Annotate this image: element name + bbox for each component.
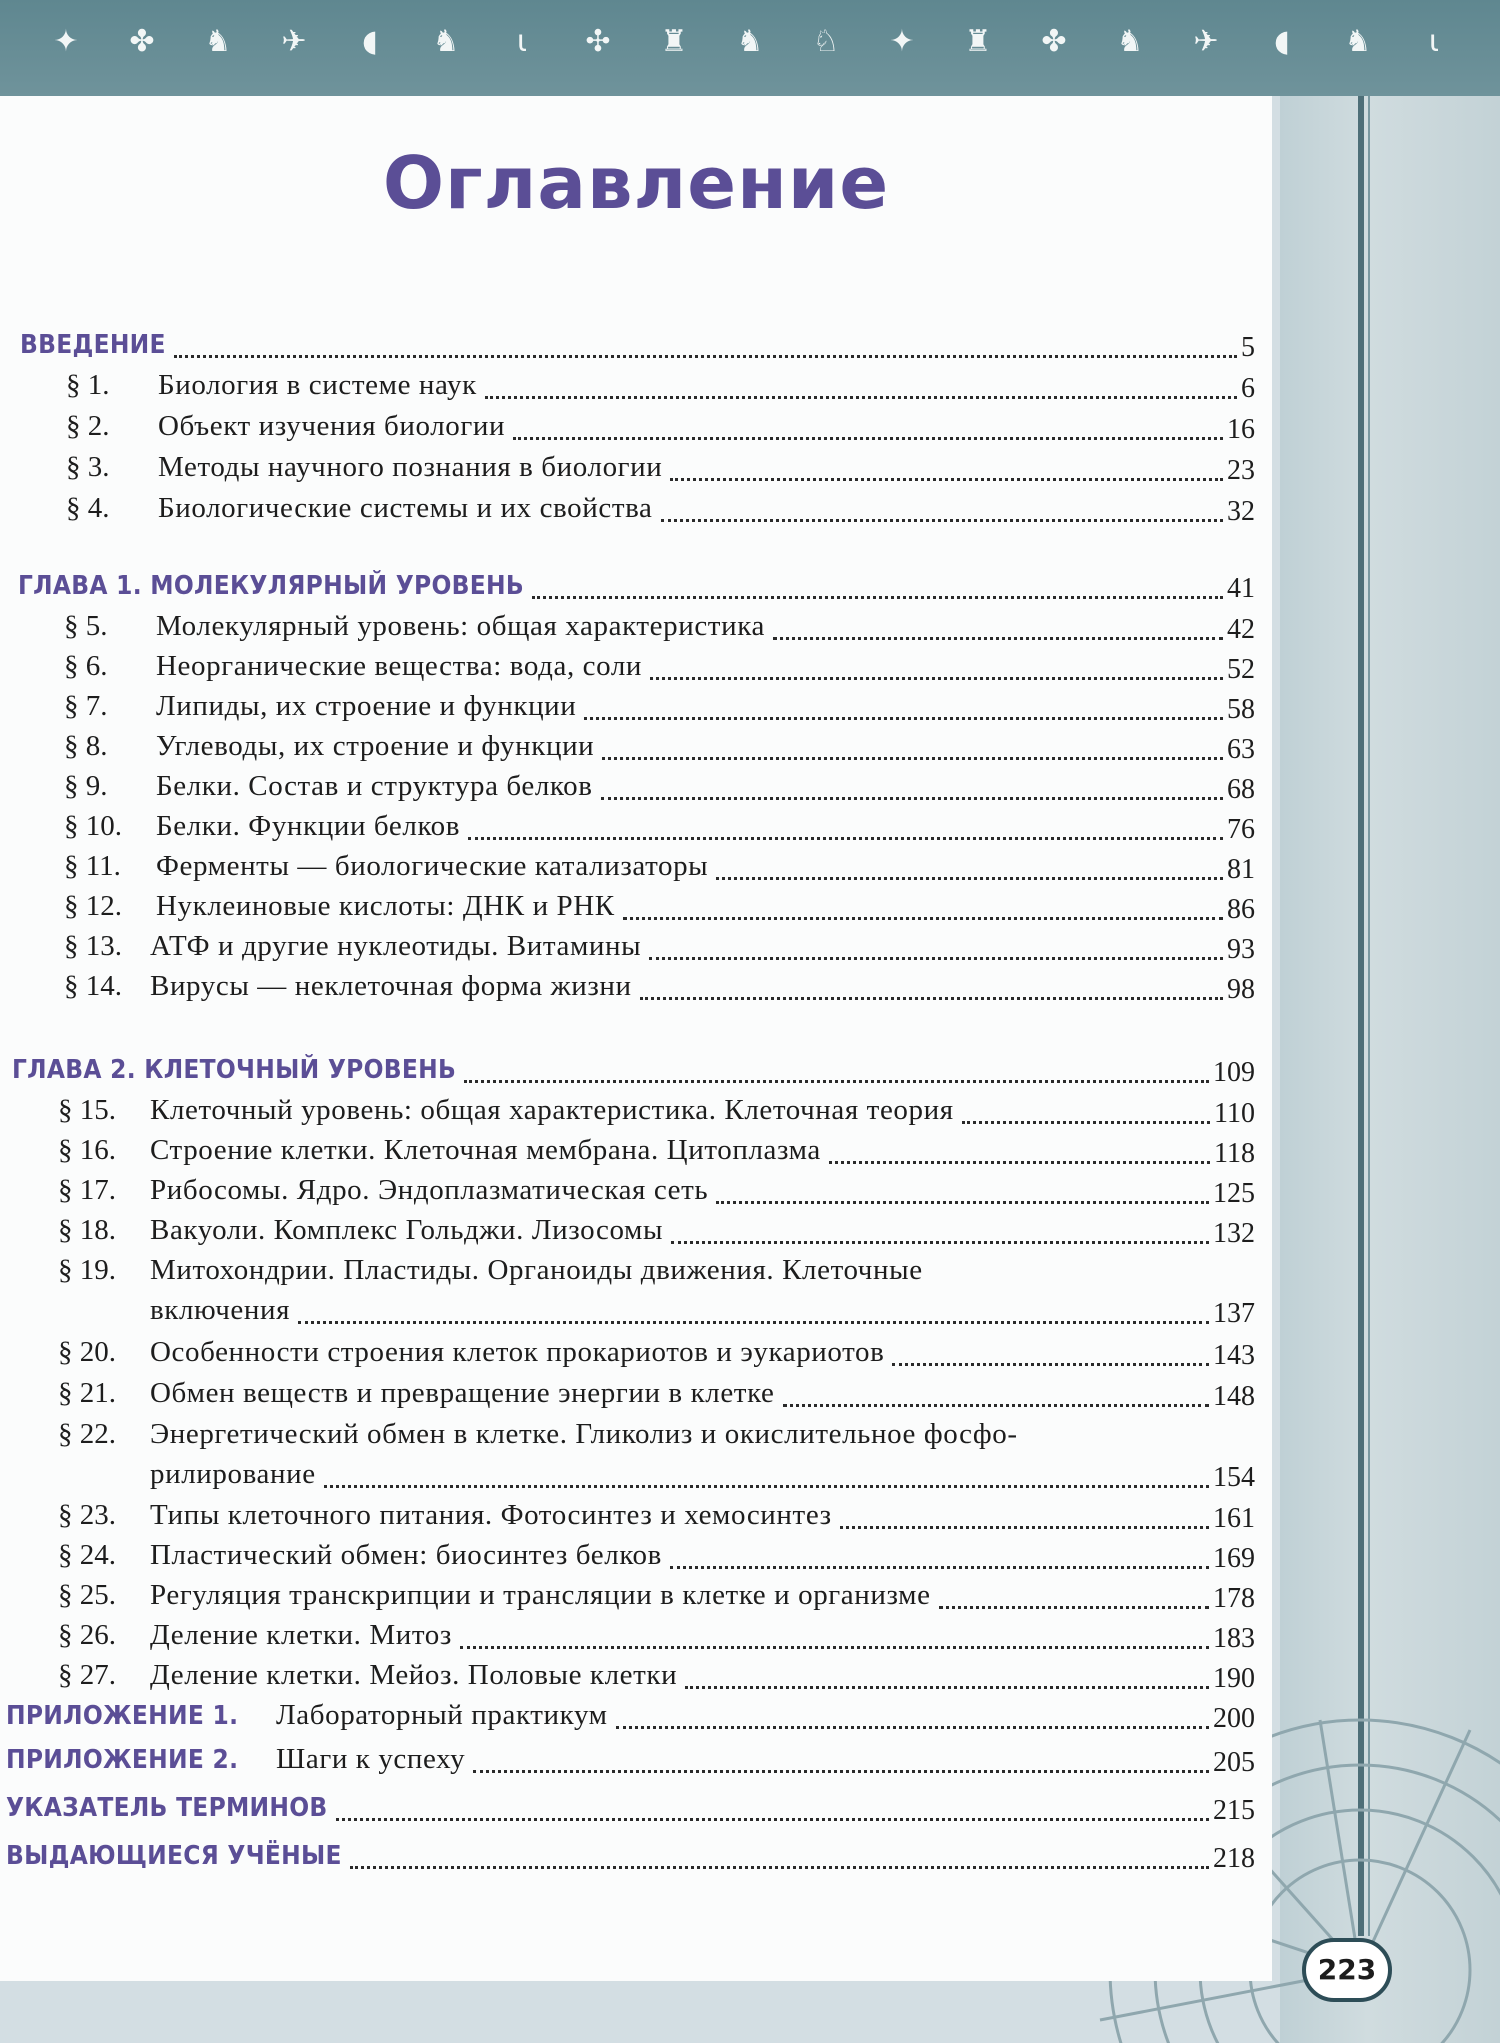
dot-leader (649, 957, 1223, 960)
page-number: 215 (1213, 1795, 1255, 1826)
page-number: 148 (1213, 1381, 1255, 1412)
dot-leader (464, 1080, 1209, 1083)
appendix-title: Шаги к успеху (276, 1743, 466, 1775)
section-number: § 6. (64, 650, 108, 682)
section-title: Строение клетки. Клеточная мембрана. Цитоплазма (150, 1134, 821, 1166)
section-number: § 2. (66, 410, 110, 442)
dot-leader (584, 717, 1223, 720)
page-number: 218 (1213, 1843, 1255, 1874)
dot-leader (532, 596, 1223, 599)
dot-leader (485, 396, 1237, 399)
section-number: § 25. (58, 1579, 116, 1611)
toc-entry[interactable] (0, 410, 1272, 444)
dot-leader (892, 1363, 1209, 1366)
section-number: § 12. (64, 890, 122, 922)
section-title: Липиды, их строение и функции (156, 690, 577, 722)
page-number: 86 (1227, 894, 1255, 925)
page-number: 58 (1227, 694, 1255, 725)
toc-entry[interactable] (0, 1791, 1272, 1825)
top-banner (0, 0, 1500, 96)
page-number: 137 (1213, 1298, 1255, 1329)
section-number: § 10. (64, 810, 122, 842)
bird-icon: ✈ (281, 24, 307, 59)
page-number: 81 (1227, 854, 1255, 885)
toc-entry[interactable] (0, 970, 1272, 1004)
section-number: § 4. (66, 492, 110, 524)
section-title: Методы научного познания в биологии (158, 451, 663, 483)
section-number: § 7. (64, 690, 108, 722)
section-title: Белки. Состав и структура белков (156, 770, 593, 802)
appendix-label: ПРИЛОЖЕНИЕ 1. (6, 1701, 239, 1731)
page-number: 161 (1213, 1503, 1255, 1534)
page-number: 63 (1227, 734, 1255, 765)
page-number: 23 (1227, 455, 1255, 486)
toc-entry[interactable] (0, 610, 1272, 644)
dot-leader (460, 1646, 1209, 1649)
boar-icon: ♜ (660, 24, 688, 59)
section-number: § 5. (64, 610, 108, 642)
toc-entry[interactable] (0, 1619, 1272, 1653)
section-title: Ферменты — биологические катализаторы (156, 850, 709, 882)
dot-leader (661, 519, 1223, 522)
section-number: § 27. (58, 1659, 116, 1691)
toc-entry[interactable] (0, 1214, 1272, 1248)
dot-leader (670, 478, 1223, 481)
toc-entry[interactable] (0, 1053, 1272, 1087)
toc-entry[interactable] (0, 1377, 1272, 1411)
page-number: 52 (1227, 654, 1255, 685)
section-title-continued: включения (150, 1294, 291, 1326)
page-number: 41 (1227, 573, 1255, 604)
insect-icon: ✣ (585, 24, 611, 59)
heron-icon: ɩ (1428, 24, 1440, 59)
toc-entry[interactable] (0, 770, 1272, 804)
section-title: Деление клетки. Мейоз. Половые клетки (150, 1659, 678, 1691)
section-title: Белки. Функции белков (156, 810, 461, 842)
dot-leader (350, 1866, 1209, 1869)
dot-leader (829, 1161, 1210, 1164)
page-number: 169 (1213, 1543, 1255, 1574)
section-title: Биология в системе наук (158, 369, 477, 401)
section-title-continued: рилирование (150, 1458, 316, 1490)
dot-leader (601, 797, 1223, 800)
page-number: 5 (1241, 332, 1255, 363)
toc-entry[interactable] (0, 1254, 1272, 1288)
section-number: § 13. (64, 930, 122, 962)
page-number: 32 (1227, 496, 1255, 527)
section-title: Типы клеточного питания. Фотосинтез и хемосинтез (150, 1499, 832, 1531)
toc-entry[interactable] (0, 328, 1272, 362)
page-number: 190 (1213, 1663, 1255, 1694)
scorpion-icon: ✤ (129, 24, 155, 59)
fox-icon: ♞ (736, 24, 764, 59)
section-number: § 1. (66, 369, 110, 401)
toc-entry[interactable] (0, 451, 1272, 485)
dot-leader (671, 1241, 1209, 1244)
toc-entry[interactable] (0, 1659, 1272, 1693)
section-title: Молекулярный уровень: общая характеристика (156, 610, 765, 642)
page-number: 76 (1227, 814, 1255, 845)
section-title: Обмен веществ и превращение энергии в клетке (150, 1377, 775, 1409)
toc-entry[interactable] (0, 569, 1272, 603)
page-number: 178 (1213, 1583, 1255, 1614)
dot-leader (298, 1321, 1209, 1324)
whale-icon: ◖ (362, 24, 378, 59)
bird-icon: ✈ (1193, 24, 1219, 59)
section-title: Углеводы, их строение и функции (156, 730, 595, 762)
page-number: 98 (1227, 974, 1255, 1005)
toc-entry[interactable] (0, 1094, 1272, 1128)
toc-entry[interactable] (0, 690, 1272, 724)
section-number: § 22. (58, 1418, 116, 1450)
section-number: § 15. (58, 1094, 116, 1126)
toc-entry[interactable] (0, 850, 1272, 884)
section-number: § 20. (58, 1336, 116, 1368)
dot-leader (602, 757, 1223, 760)
dot-leader (174, 355, 1237, 358)
section-title: Регуляция транскрипции и трансляции в клетке и организме (150, 1579, 931, 1611)
section-number: § 19. (58, 1254, 116, 1286)
page-number: 42 (1227, 614, 1255, 645)
toc-entry[interactable] (0, 730, 1272, 764)
toc-heading: ГЛАВА 2. КЛЕТОЧНЫЙ УРОВЕНЬ (12, 1055, 457, 1085)
page-number: 205 (1213, 1747, 1255, 1778)
dot-leader (716, 877, 1223, 880)
section-title: Особенности строения клеток прокариотов и эукариотов (150, 1336, 885, 1368)
section-number: § 17. (58, 1174, 116, 1206)
rhino-icon: ♜ (964, 24, 992, 59)
section-number: § 21. (58, 1377, 116, 1409)
dot-leader (468, 837, 1223, 840)
dot-leader (616, 1726, 1209, 1729)
dot-leader (640, 997, 1223, 1000)
toc-entry[interactable] (0, 369, 1272, 403)
toc-entry[interactable] (0, 1336, 1272, 1370)
section-title: Биологические системы и их свойства (158, 492, 653, 524)
section-title: Объект изучения биологии (158, 410, 506, 442)
section-title: Энергетический обмен в клетке. Гликолиз и окислительное фосфо- (150, 1418, 1018, 1450)
section-number: § 23. (58, 1499, 116, 1531)
toc-entry[interactable] (0, 1839, 1272, 1873)
section-title: Клеточный уровень: общая характеристика. Клеточная теория (150, 1094, 954, 1126)
page-number: 125 (1213, 1178, 1255, 1209)
section-number: § 8. (64, 730, 108, 762)
toc-entry[interactable] (0, 1743, 1272, 1777)
toc-heading: ВЫДАЮЩИЕСЯ УЧЁНЫЕ (6, 1841, 342, 1871)
page-number: 68 (1227, 774, 1255, 805)
toc-entry[interactable] (0, 1579, 1272, 1613)
section-number: § 26. (58, 1619, 116, 1651)
page-number: 143 (1213, 1340, 1255, 1371)
toc-entry[interactable] (0, 1294, 1272, 1328)
toc-heading: УКАЗАТЕЛЬ ТЕРМИНОВ (6, 1793, 328, 1823)
section-number: § 11. (64, 850, 121, 882)
dot-leader (939, 1606, 1209, 1609)
page-number: 183 (1213, 1623, 1255, 1654)
dot-leader (623, 917, 1223, 920)
dot-leader (670, 1566, 1209, 1569)
dot-leader (783, 1404, 1209, 1407)
toc-entry[interactable] (0, 1418, 1272, 1452)
toc-entry[interactable] (0, 1699, 1272, 1733)
toc-entry[interactable] (0, 492, 1272, 526)
dot-leader (685, 1686, 1209, 1689)
section-title: Нуклеиновые кислоты: ДНК и РНК (156, 890, 615, 922)
toc-entry[interactable] (0, 890, 1272, 924)
dot-leader (962, 1121, 1210, 1124)
toc-entry[interactable] (0, 1539, 1272, 1573)
page-number: 132 (1213, 1218, 1255, 1249)
section-number: § 24. (58, 1539, 116, 1571)
butterfly-icon: ✦ (53, 24, 79, 59)
section-title: Митохондрии. Пластиды. Органоиды движения. Клеточные (150, 1254, 923, 1286)
page-number: 154 (1213, 1462, 1255, 1493)
heron-icon: ɩ (516, 24, 528, 59)
section-number: § 9. (64, 770, 108, 802)
toc-entry[interactable] (0, 930, 1272, 964)
toc-entry[interactable] (0, 1499, 1272, 1533)
section-title: Деление клетки. Митоз (150, 1619, 452, 1651)
page-number: 110 (1214, 1098, 1255, 1129)
ostrich-icon: ♘ (812, 24, 840, 59)
appendix-label: ПРИЛОЖЕНИЕ 2. (6, 1745, 239, 1775)
page-number: 109 (1213, 1057, 1255, 1088)
wolf-icon: ♞ (432, 24, 460, 59)
section-number: § 16. (58, 1134, 116, 1166)
section-title: Неорганические вещества: вода, соли (156, 650, 643, 682)
toc-page (0, 96, 1272, 1981)
dot-leader (650, 677, 1223, 680)
page-number: 93 (1227, 934, 1255, 965)
toc-heading: ГЛАВА 1. МОЛЕКУЛЯРНЫЙ УРОВЕНЬ (18, 571, 524, 601)
section-title: Рибосомы. Ядро. Эндоплазматическая сеть (150, 1174, 709, 1206)
whale-icon: ◖ (1274, 24, 1290, 59)
toc-entry[interactable] (0, 650, 1272, 684)
dot-leader (513, 437, 1223, 440)
dot-leader (336, 1818, 1209, 1821)
section-title: Вирусы — неклеточная форма жизни (150, 970, 632, 1002)
section-title: Пластический обмен: биосинтез белков (150, 1539, 662, 1571)
page-number: 118 (1214, 1138, 1255, 1169)
dot-leader (840, 1526, 1209, 1529)
horse-icon: ♞ (204, 24, 232, 59)
section-title: АТФ и другие нуклеотиды. Витамины (150, 930, 642, 962)
page-number: 6 (1241, 373, 1255, 404)
scorpion-icon: ✤ (1041, 24, 1067, 59)
horse-icon: ♞ (1116, 24, 1144, 59)
dot-leader (716, 1201, 1209, 1204)
toc-entry[interactable] (0, 1134, 1272, 1168)
toc-entry[interactable] (0, 810, 1272, 844)
section-number: § 18. (58, 1214, 116, 1246)
section-number: § 3. (66, 451, 110, 483)
toc-entry[interactable] (0, 1174, 1272, 1208)
appendix-title: Лабораторный практикум (276, 1699, 608, 1731)
toc-heading: ВВЕДЕНИЕ (20, 330, 166, 360)
page-title: Оглавление (382, 141, 890, 225)
toc-entry[interactable] (0, 1458, 1272, 1492)
page-number-badge: 223 (1302, 1938, 1392, 2002)
page-number: 16 (1227, 414, 1255, 445)
butterfly-icon: ✦ (889, 24, 915, 59)
wolf-icon: ♞ (1344, 24, 1372, 59)
section-title: Вакуоли. Комплекс Гольджи. Лизосомы (150, 1214, 664, 1246)
dot-leader (773, 637, 1223, 640)
page-number: 200 (1213, 1703, 1255, 1734)
section-number: § 14. (64, 970, 122, 1002)
dot-leader (324, 1485, 1209, 1488)
dot-leader (473, 1770, 1209, 1773)
